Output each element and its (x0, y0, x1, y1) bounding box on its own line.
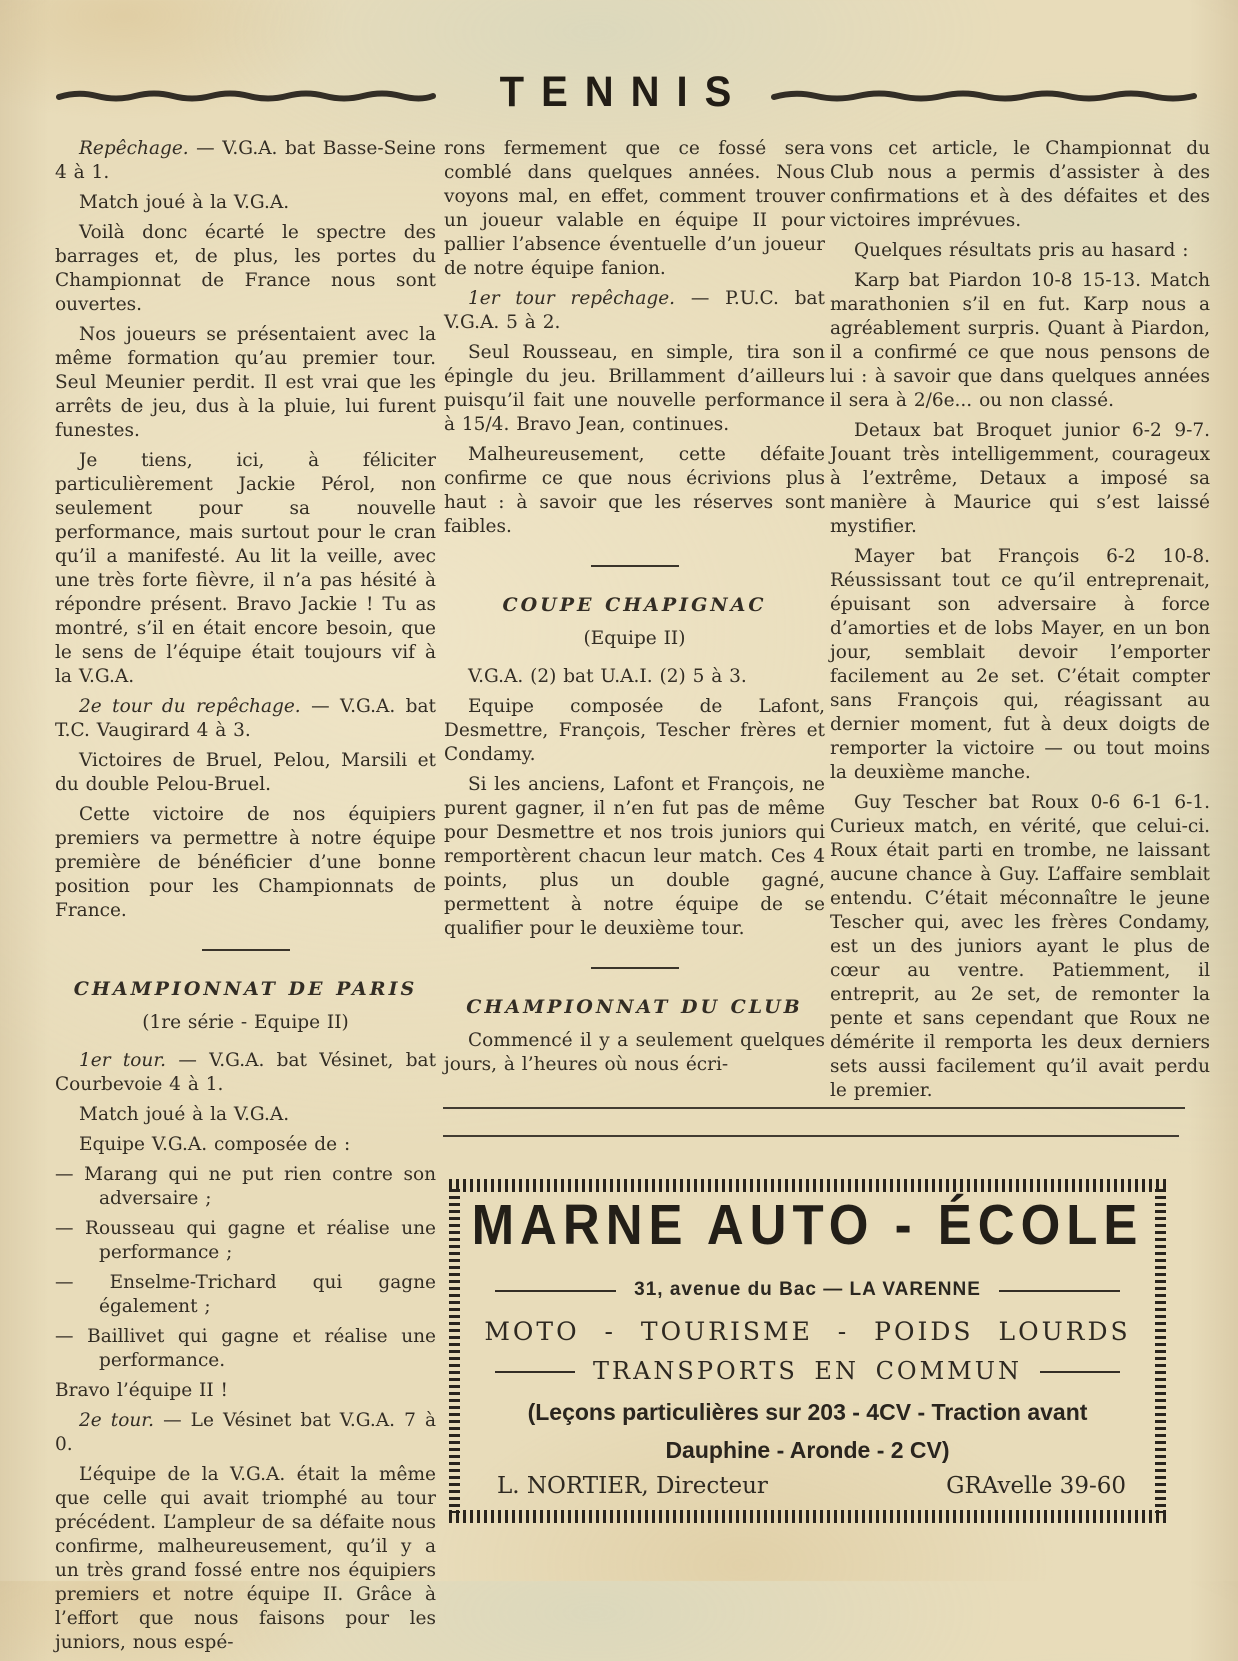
article-end-rule-top (443, 1107, 1185, 1109)
article-column-3 (830, 137, 1210, 1109)
ad-address-rule-right (999, 1290, 1120, 1292)
ad-footer (497, 1473, 1126, 1499)
section-divider (202, 949, 290, 951)
list-item: — Marang qui ne put rien contre son adversaire ; (55, 1164, 436, 1209)
ad-director: L. NORTIER, Directeur (497, 1473, 768, 1499)
article-column-2 (444, 137, 825, 1083)
paragraph: Karp bat Piardon 10-8 15-13. Match marathonien s’il en fut. Karp nous a agréablement surpris. Quant à Piardon, il a confirmé ce que nous pensons de lui : à savoir que dans quelques années il sera à 2/6e... ou non classé. (830, 270, 1210, 411)
paragraph: L’équipe de la V.G.A. était la même que celle qui avait triomphé au tour précédent. L’ampleur de sa défaite nous confirme, malheureusement, qu’il y a un très grand fossé entre nos équipiers premiers et notre équipe II. Grâce à l’effort que nous faisons pour les juniors, nous espé- (55, 1464, 436, 1653)
section-divider (591, 565, 679, 567)
ad-lessons-line-1: (Leçons particulières sur 203 - 4CV - Traction avant (527, 1399, 1088, 1425)
ad-transports-row (495, 1357, 1120, 1385)
paragraph: Match joué à la V.G.A. (79, 192, 290, 213)
paragraph-lead: 1er tour repêchage. (468, 288, 676, 309)
page-title: TENNIS (499, 68, 749, 116)
paragraph: Mayer bat François 6-2 10-8. Réussissant tout ce qu’il entreprenait, épuisant son adversaire à force d’amorties et de lobs Mayer, en un bon jour, semblait devoir l’emporter facilement au 2e set. C’était compter sans François qui, réagissant au dernier moment, fut à deux doigts de remporter la victoire — ou tout moins la deuxième manche. (830, 546, 1210, 783)
paragraph: Commencé il y a seulement quelques jours, à l’heures où nous écri- (444, 1030, 825, 1075)
paragraph: Equipe V.G.A. composée de : (79, 1134, 351, 1155)
paragraph: 1er tour repêchage. — P.U.C. bat V.G.A. 5 à 2. (444, 288, 825, 333)
ad-border-top (449, 1179, 1166, 1192)
paragraph: V.G.A. (2) bat U.A.I. (2) 5 à 3. (468, 666, 747, 687)
section-divider (591, 967, 679, 969)
ad-transports-rule-left (495, 1371, 575, 1373)
ad-phone: GRAvelle 39-60 (946, 1473, 1126, 1499)
paragraph: Nos joueurs se présentaient avec la même formation qu’au premier tour. Seul Meunier perdit. Il est vrai que les arrêts de jeu, dus à la pluie, lui furent funestes. (55, 324, 436, 441)
paragraph: Je tiens, ici, à féliciter particulièrement Jackie Pérol, non seulement pour sa nouvelle performance, mais surtout pour le cran qu’il a manifesté. Au lit la veille, avec une très forte fièvre, il n’a pas hésité à répondre présent. Bravo Jackie ! Tu as montré, s’il en était encore besoin, que le sens de l’équipe était toujours vif à la V.G.A. (55, 450, 436, 687)
decorative-wavy-rule-right (770, 86, 1210, 106)
paragraph: Quelques résultats pris au hasard : (854, 240, 1189, 261)
section-heading: CHAMPIONNAT DU CLUB (466, 996, 803, 1018)
list-item: — Enselme-Trichard qui gagne également ; (55, 1272, 436, 1317)
section-subheading: (1re série - Equipe II) (142, 1012, 349, 1033)
ad-title: MARNE AUTO - ÉCOLE (471, 1193, 1144, 1256)
section-subheading: (Equipe II) (583, 628, 686, 649)
article-end-rule-bottom (443, 1135, 1179, 1137)
ad-border-bottom (449, 1510, 1166, 1523)
paragraph: Cette victoire de nos équipiers premiers va permettre à notre équipe première de bénéficier d’une bonne position pour les Championnats de France. (55, 804, 436, 921)
paragraph: 2e tour du repêchage. — V.G.A. bat T.C. Vaugirard 4 à 3. (55, 696, 436, 741)
paragraph: Victoires de Bruel, Pelou, Marsili et du double Pelou-Bruel. (55, 750, 436, 795)
paragraph-lead: 1er tour. (79, 1050, 167, 1071)
paragraph: Detaux bat Broquet junior 6-2 9-7. Jouant très intelligemment, courageux à l’extrême, Detaux a imposé sa manière à Maurice qui s’est laissé mystifier. (830, 420, 1210, 537)
paragraph: Seul Rousseau, en simple, tira son épingle du jeu. Brillamment d’ailleurs puisqu’il fait une nouvelle performance à 15/4. Bravo Jean, continues. (444, 342, 825, 435)
paragraph: Repêchage. — V.G.A. bat Basse-Seine 4 à 1. (55, 138, 436, 183)
paragraph-lead: Repêchage. (79, 138, 189, 159)
advertisement-marne-auto-ecole (449, 1179, 1166, 1523)
paragraph: rons fermement que ce fossé sera comblé dans quelques années. Nous voyons mal, en effet, comment trouver un joueur valable en équipe II pour pallier l’absence éventuelle d’un joueur de notre équipe fanion. (444, 138, 825, 279)
ad-lessons-line-2: Dauphine - Aronde - 2 CV) (665, 1437, 950, 1463)
paragraph: 2e tour. — Le Vésinet bat V.G.A. 7 à 0. (55, 1410, 436, 1455)
decorative-wavy-rule-left (55, 86, 437, 106)
paragraph: Match joué à la V.G.A. (79, 1104, 290, 1125)
ad-address-rule-left (495, 1290, 616, 1292)
paragraph: Bravo l’équipe II ! (55, 1380, 228, 1401)
paragraph-lead: 2e tour du repêchage. (79, 696, 301, 717)
section-heading: CHAMPIONNAT DE PARIS (73, 978, 418, 1000)
article-column-1 (55, 137, 436, 1661)
paragraph: 1er tour. — V.G.A. bat Vésinet, bat Courbevoie 4 à 1. (55, 1050, 436, 1095)
ad-transports-rule-right (1040, 1371, 1120, 1373)
paragraph: Guy Tescher bat Roux 0-6 6-1 6-1. Curieux match, en vérité, que celui-ci. Roux était parti en trombe, ne laissant aucune chance à Guy. L’affaire semblait entendu. C’était méconnaître le jeune Tescher qui, avec les frères Condamy, est un des juniors ayant le plus de cœur au ventre. Patiemment, il entreprit, au 2e set, de remonter la pente et sans cependant que Roux ne démérite il remporta les deux derniers sets aussi facilement qu’il avait perdu le premier. (830, 792, 1210, 1101)
paragraph: Malheureusement, cette défaite confirme ce que nous écrivions plus haut : à savoir que les réserves sont faibles. (444, 444, 825, 537)
ad-address-row (495, 1279, 1120, 1301)
ad-address: 31, avenue du Bac — LA VARENNE (634, 1279, 981, 1300)
paragraph: vons cet article, le Championnat du Club nous a permis d’assister à des confirmations et à des défaites et des victoires imprévues. (830, 138, 1210, 231)
section-heading: COUPE CHAPIGNAC (502, 594, 767, 616)
list-item: — Baillivet qui gagne et réalise une performance. (55, 1326, 436, 1371)
ad-transports: TRANSPORTS EN COMMUN (593, 1357, 1022, 1385)
paragraph: Voilà donc écarté le spectre des barrages et, de plus, les portes du Championnat de France nous sont ouvertes. (55, 222, 436, 315)
masthead (0, 70, 1238, 126)
list-item: — Rousseau qui gagne et réalise une performance ; (55, 1218, 436, 1263)
ad-services-line: MOTO - TOURISME - POIDS LOURDS (484, 1317, 1131, 1346)
paragraph: Equipe composée de Lafont, Desmettre, François, Tescher frères et Condamy. (444, 696, 825, 765)
paragraph-lead: 2e tour. (79, 1410, 154, 1431)
paragraph: Si les anciens, Lafont et François, ne purent gagner, il n’en fut pas de même pour Desmettre et nos trois juniors qui remportèrent chacun leur match. Ces 4 points, plus un double gagné, permettent à notre équipe de se qualifier pour le deuxième tour. (444, 774, 825, 939)
